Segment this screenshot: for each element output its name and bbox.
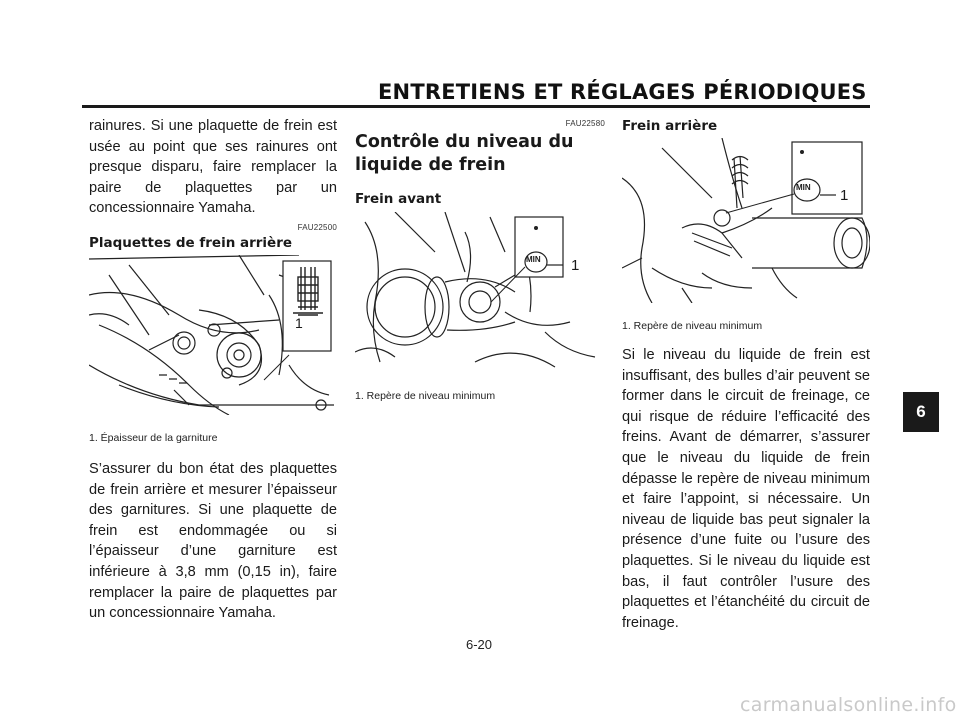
middle-figure-caption: 1. Repère de niveau minimum bbox=[355, 390, 496, 402]
chapter-tab[interactable]: 6 bbox=[903, 392, 939, 432]
left-section-code: FAU22500 bbox=[297, 223, 337, 232]
rear-callout-number: 1 bbox=[840, 187, 849, 204]
right-body-paragraph: Si le niveau du liquide de frein est insuffisant, des bulles d’air peuvent se former dans le circuit de freinage, ce qui risque de réduire l’efficacité des freins. Avant de démarrer, s’assurer que le niveau du liquide de frein dépasse le repère de niveau minimum et faire l’appoint, si nécessaire. Un niveau de liquide bas peut signaler la présence d’une fuite ou l’usure des plaquettes. Si le niveau du liquide est bas, il faut contrôler l’usure des plaquettes et l’étanchéité du circuit de freinage. bbox=[622, 347, 870, 631]
front-brake-reservoir-figure bbox=[355, 212, 605, 372]
left-section-title: Plaquettes de frein arrière bbox=[89, 235, 293, 251]
middle-section-title-line2: liquide de frein bbox=[355, 155, 506, 175]
left-intro-paragraph: rainures. Si une plaquette de frein est usée au point que ses rainures ont presque disparu, faire remplacer la paire de plaquettes par un concessionnaire Yamaha. bbox=[89, 118, 337, 217]
rear-min-label: MIN bbox=[796, 183, 811, 192]
page-number: 6-20 bbox=[466, 637, 493, 652]
rear-brake-reservoir-figure bbox=[622, 138, 870, 303]
right-figure-caption: 1. Repère de niveau minimum bbox=[622, 320, 763, 332]
header-rule bbox=[82, 105, 870, 108]
left-figure-caption: 1. Épaisseur de la garniture bbox=[89, 432, 218, 444]
middle-section-title-line1: Contrôle du niveau du bbox=[355, 132, 574, 152]
page-header-title: ENTRETIENS ET RÉGLAGES PÉRIODIQUES bbox=[378, 80, 867, 104]
rear-pad-callout-number: 1 bbox=[295, 315, 303, 331]
middle-section-code: FAU22580 bbox=[565, 119, 605, 128]
rear-brake-pad-figure bbox=[89, 255, 334, 415]
rear-brake-subtitle: Frein arrière bbox=[622, 118, 718, 134]
front-brake-subtitle: Frein avant bbox=[355, 191, 442, 207]
front-callout-number: 1 bbox=[571, 257, 580, 274]
front-min-label: MIN bbox=[526, 255, 541, 264]
left-body-paragraph: S’assurer du bon état des plaquettes de frein arrière et mesurer l’épaisseur des garnitures. Si une plaquette de frein est endommagée ou si l’épaisseur d’une garniture est inférieure à 3,8 mm (0,15 in), faire remplacer la paire de plaquettes par un concessionnaire Yamaha. bbox=[89, 461, 337, 622]
watermark-text: carmanualsonline.info bbox=[740, 694, 957, 716]
